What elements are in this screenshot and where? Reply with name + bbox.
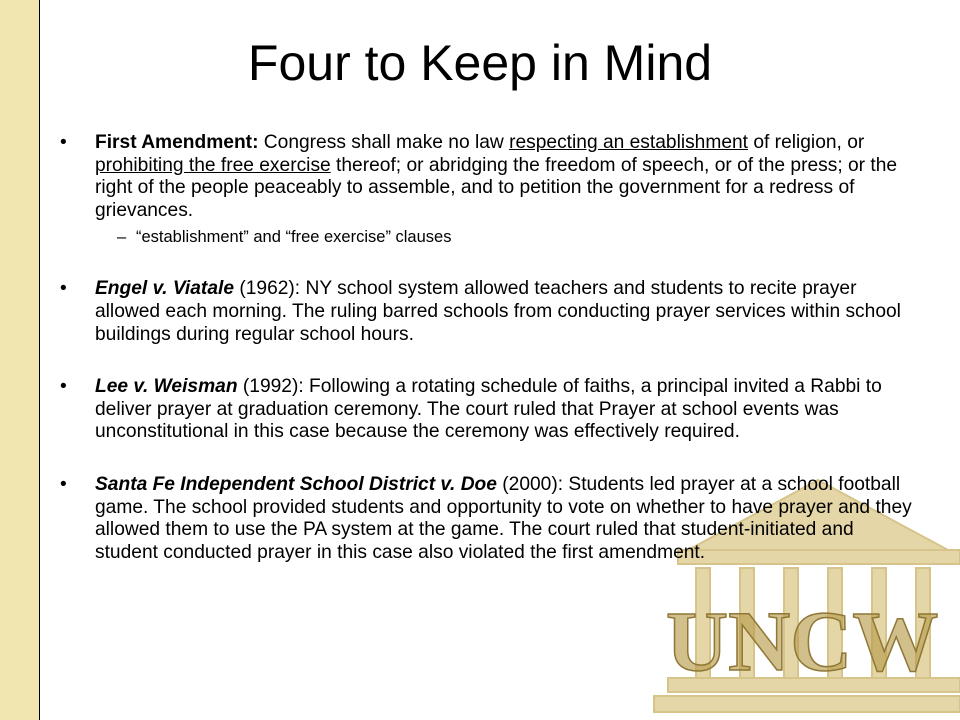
- bullet-santa-fe: [58, 474, 918, 564]
- sub-bullet-clauses: [58, 226, 918, 248]
- bullet-marker: •: [60, 473, 67, 495]
- underlined-phrase: respecting an establishment: [509, 132, 749, 153]
- sub-bullet-text: “establishment” and “free exercise” clauses: [136, 228, 452, 247]
- text-segment: of religion, or: [748, 132, 865, 153]
- bullet-list: [58, 132, 918, 564]
- case-name: Lee v. Weisman: [95, 376, 238, 398]
- bullet-marker: •: [60, 132, 67, 153]
- underlined-phrase: prohibiting the free exercise: [95, 154, 331, 176]
- sub-bullet-marker: –: [117, 228, 127, 247]
- text-segment: Congress shall make no law: [258, 132, 510, 153]
- bullet-first-amendment: [58, 132, 918, 222]
- logo-text: UNCW: [666, 593, 939, 689]
- bullet-lead: First Amendment:: [95, 132, 259, 153]
- case-name: Santa Fe Independent School District v. Doe: [95, 473, 497, 495]
- bullet-text: (1992): Following a rotating schedule of faiths, a principal invited a Rabbi to deliver prayer at graduation ceremony. The court ruled that Prayer at school events was unconstitutional in this case because the ceremony was effectively required.: [95, 376, 882, 443]
- bullet-lee: [58, 376, 918, 444]
- decorative-sidebar: [0, 0, 40, 720]
- bullet-engel: [58, 278, 918, 346]
- bullet-marker: •: [60, 278, 67, 300]
- text-segment: thereof; or abridging the freedom of speech, or of the press; or the right of the people peaceably to assemble, and to petition the government for a redress of grievances.: [95, 154, 898, 221]
- bullet-text: (2000): Students led prayer at a school football game. The school provided students and opportunity to vote on whether to have prayer and they allowed them to use the PA system at the game. The court ruled that student-initiated and student conducted prayer in this case also violated the first amendment.: [95, 473, 912, 563]
- case-name: Engel v. Viatale: [95, 278, 234, 300]
- bullet-text: (1962): NY school system allowed teachers and students to recite prayer allowed each morning. The ruling barred schools from conducting prayer services within school buildings during regular school hours.: [95, 278, 901, 345]
- bullet-marker: •: [60, 376, 67, 398]
- slide-title: Four to Keep in Mind: [247, 35, 713, 91]
